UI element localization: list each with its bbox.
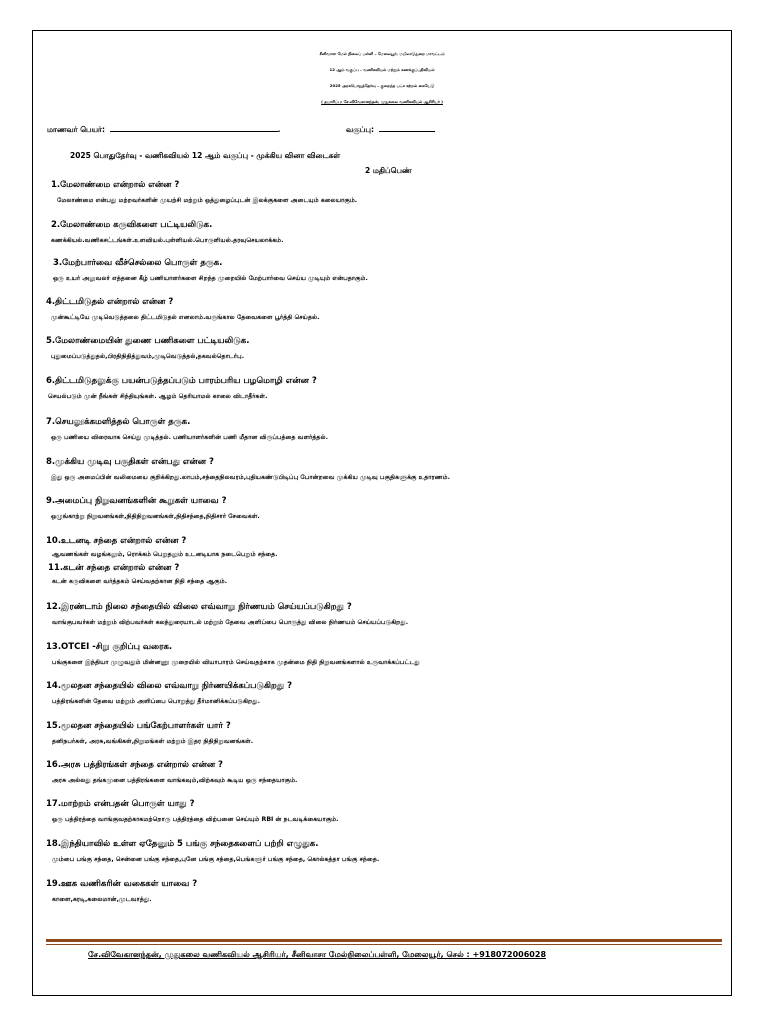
qa-item-5: [46, 335, 249, 362]
question: 19.ஊக வணிகரின் வகைகள் யாவை ?: [46, 879, 198, 889]
question: 7.செயலூக்கமளித்தல் பொருள் தருக.: [46, 417, 191, 427]
class-label: வகுப்பு:: [346, 125, 374, 134]
question: 13.OTCEI -சிறு குறிப்பு வரைக.: [46, 642, 173, 652]
question: 1.மேலாண்மை என்றால் என்ன ?: [51, 180, 180, 190]
qa-item-16: [46, 759, 297, 786]
question: 3.மேற்பார்வை வீச்செல்லை பொருள் தருக.: [53, 258, 223, 268]
prepared-by: ( தயாரிப்பு: சே.விவேகானந்தன், முதுகலை வணிகவியல் ஆசிரியர் ): [321, 99, 443, 104]
question: 8.முக்கிய முடிவு பகுதிகள் என்பது என்ன ?: [46, 457, 214, 467]
question: 16.அரசு பத்திரங்கள் சந்தை என்றால் என்ன ?: [46, 760, 223, 770]
question: 2.மேலாண்மை கருவிகளை பட்டியலிடுக.: [51, 220, 213, 230]
question: 5.மேலாண்மையின் துணை பணிகளை பட்டியலிடுக.: [46, 336, 250, 346]
qa-item-13: [46, 641, 420, 668]
footer-divider-thin: [46, 944, 722, 945]
qa-item-10: [46, 535, 278, 560]
class-subject: 12 ஆம் வகுப்பு – வணிகவியல் மற்றும் கணக்குப்பதிவியல்: [329, 67, 435, 72]
answer: மேலாண்மை என்பது மற்றவர்களின் முயற்சி மற்றும் ஒத்துழைப்புடன் இலக்குகளை அடையும் கலையாகும்.: [57, 197, 358, 204]
footer-divider-thick: [46, 939, 722, 942]
answer: காளை,கரடி,கலைமான்,முடவாத்து.: [52, 896, 152, 903]
question: 14.மூலதன சந்தையில் விலை எவ்வாறு நிர்ணயிக்கப்படுகிறது ?: [46, 681, 293, 691]
answer: வாங்குபவர்கள் மற்றும் விற்பவர்கள் கலந்துரையாடல் மற்றும் தேவை அளிப்பை பொருத்து விலை நிர்ணயம் செய்யப்படுகிறது.: [52, 619, 409, 626]
answer: கடன் கருவிகளை வர்த்தகம் செய்வதற்கான நிதி சந்தை ஆகும்.: [52, 578, 228, 585]
qa-item-15: [46, 720, 253, 747]
qa-item-1: [51, 179, 357, 206]
qa-item-7: [46, 416, 328, 443]
qa-item-12: [46, 601, 408, 628]
qa-item-11: [48, 562, 227, 587]
qa-item-6: [46, 375, 317, 402]
answer: ஆவணங்கள் வழங்கலும், ரொக்கம் பெறுதலும் உடனடியாக நடைபெறும் சந்தை.: [52, 551, 278, 558]
student-name-blank[interactable]: [110, 131, 278, 132]
question: 9.அமைப்பு நிறுவனங்களின் கூறுகள் யாவை ?: [46, 496, 227, 506]
answer: ஒழுங்காற்று நிறுவனங்கள்,நிதிநிறுவனங்கள்,நிதிசந்தை,நிதிசார் சேவைகள்.: [51, 513, 260, 520]
qa-item-14: [46, 680, 292, 707]
question: 12.இரண்டாம் நிலை சந்தையில் விலை எவ்வாறு நிர்ணயம் செய்யப்படுகிறது ?: [46, 602, 352, 612]
answer: அரசு அல்லது தங்கமுனை பத்திரங்களை வாங்கவும்,விற்கவும் கூடிய ஒரு சந்தையாகும்.: [52, 777, 298, 784]
question: 15.மூலதன சந்தையில் பங்கேற்பாளர்கள் யார் ?: [46, 721, 231, 731]
footer-contact: சே.விவேகானந்தன், முதுகலை வணிகவியல் ஆசிரியர், சீனிவாசா மேல்நிலைப்பள்ளி, மேலையூர், செல் : +918072006028: [88, 950, 547, 959]
school-name: சீனிவாசா மேல் நிலைப் பள்ளி – மேலையூர், மயிலாடுதுறை மாவட்டம்: [319, 51, 445, 56]
answer: இது ஒரு அமைப்பின் வலிமையை குறிக்கிறது.லாபம்,சந்தைநிலவரம்,புதியகண்டுபிடிப்பு போன்றவை முக்கிய முடிவு பகுதிகளுக்கு உதாரணம்.: [51, 474, 450, 481]
question: 6.திட்டமிடுதலுக்கு பயன்படுத்தப்படும் பாரம்பரிய பழமொழி என்ன ?: [46, 376, 317, 386]
student-name-row: மாணவர் பெயர்: .: [47, 125, 281, 134]
answer: ஒரு பத்திரத்தை வாங்குவதற்காகமற்றொரு பத்திரத்தை விற்பனை செய்யும் RBI ன் நடவடிக்கையாகும்.: [52, 816, 339, 823]
qa-item-19: [46, 878, 197, 905]
qa-item-18: [46, 838, 379, 865]
class-blank[interactable]: [379, 131, 435, 132]
student-name-label: மாணவர் பெயர்:: [47, 125, 105, 134]
exam-title: 2025 பொதுதேர்வு - வணிகவியல் 12 ஆம் வகுப்பு - முக்கிய வினா விடைகள்: [70, 151, 341, 160]
answer: புதுமைப்படுத்துதல்,பிரதிநிதித்துவம்,முடிவெடுத்தல்,தகவல்தொடர்பு.: [51, 353, 245, 360]
qa-item-2: [51, 219, 284, 246]
answer: ஒரு பணியை விரைவாக செய்து முடித்தல். பணியாளர்களின் பணி மீதான விருப்பத்தை வளர்த்தல்.: [51, 434, 328, 441]
qa-item-9: [46, 495, 260, 522]
answer: பத்திரங்களின் தேவை மற்றும் அளிப்பை பொறுத்து தீர்மானிக்கப்படுகிறது.: [52, 698, 260, 705]
qa-item-3: [53, 257, 368, 284]
answer: செயல்படும் முன் நீங்கள் சிந்தியுங்கள். ஆழம் தெரியாமல் காலை விடாதீர்கள்.: [48, 393, 268, 400]
answer: மும்பை பங்கு சந்தை, சென்னை பங்கு சந்தை,புனே பங்கு சந்தை,பெங்களூர் பங்கு சந்தை, கொல்கத்தா பங்கு சந்தை.: [52, 856, 380, 863]
answer: பங்குகளை இந்தியா முழுவதும் மின்னணு முறையில் வியாபாரம் செய்வதற்காக முதன்மை நிதி நிறுவனங்களால் உருவாக்கப்பட்டது: [52, 659, 420, 666]
answer: தனிநபர்கள், அரசு,வங்கிகள்,நிறுமங்கள் மற்றும் இதர நிதிநிறுவனங்கள்.: [52, 738, 254, 745]
question: 17.மாற்றம் என்பதன் பொருள் யாது ?: [46, 799, 195, 809]
question: 4.திட்டமிடுதல் என்றால் என்ன ?: [46, 297, 174, 307]
answer: ஒரு உயர் அலுவலர் எத்தனை கீழ் பணியாளர்களை சிறந்த முறையில் மேற்பார்வை செய்ய முடியும் என்பதாகும்.: [53, 275, 368, 282]
question: 10.உடனடி சந்தை என்றால் என்ன ?: [46, 536, 187, 546]
question: 18.இந்தியாவில் உள்ள ஏதேனும் 5 பங்கு சந்தைகளைப் பற்றி எழுதுக.: [46, 839, 319, 849]
exam-guide: 2025 அரசுபொதுத்தேர்வு – குறைந்த பட்ச கற்றல் கையேடு: [329, 83, 435, 88]
qa-item-17: [46, 798, 339, 825]
answer: கணக்கியல்.வணிகசட்டங்கள்.உளவியல்.புள்ளியல்.பொருளியல்.தரவுசெயலாக்கம்.: [51, 237, 284, 244]
marks-label: 2 மதிப்பெண்: [365, 166, 412, 175]
class-row: [346, 125, 435, 135]
qa-item-8: [46, 456, 450, 483]
document-header: [32, 46, 732, 110]
question: 11.கடன் சந்தை என்றால் என்ன ?: [48, 563, 180, 573]
answer: முன்கூட்டியே முடிவெடுத்தலை திட்டமிடுதல் எனலாம்.வருங்கால தேவைகளை பூர்த்தி செய்தல்.: [51, 314, 320, 321]
qa-item-4: [46, 296, 320, 323]
